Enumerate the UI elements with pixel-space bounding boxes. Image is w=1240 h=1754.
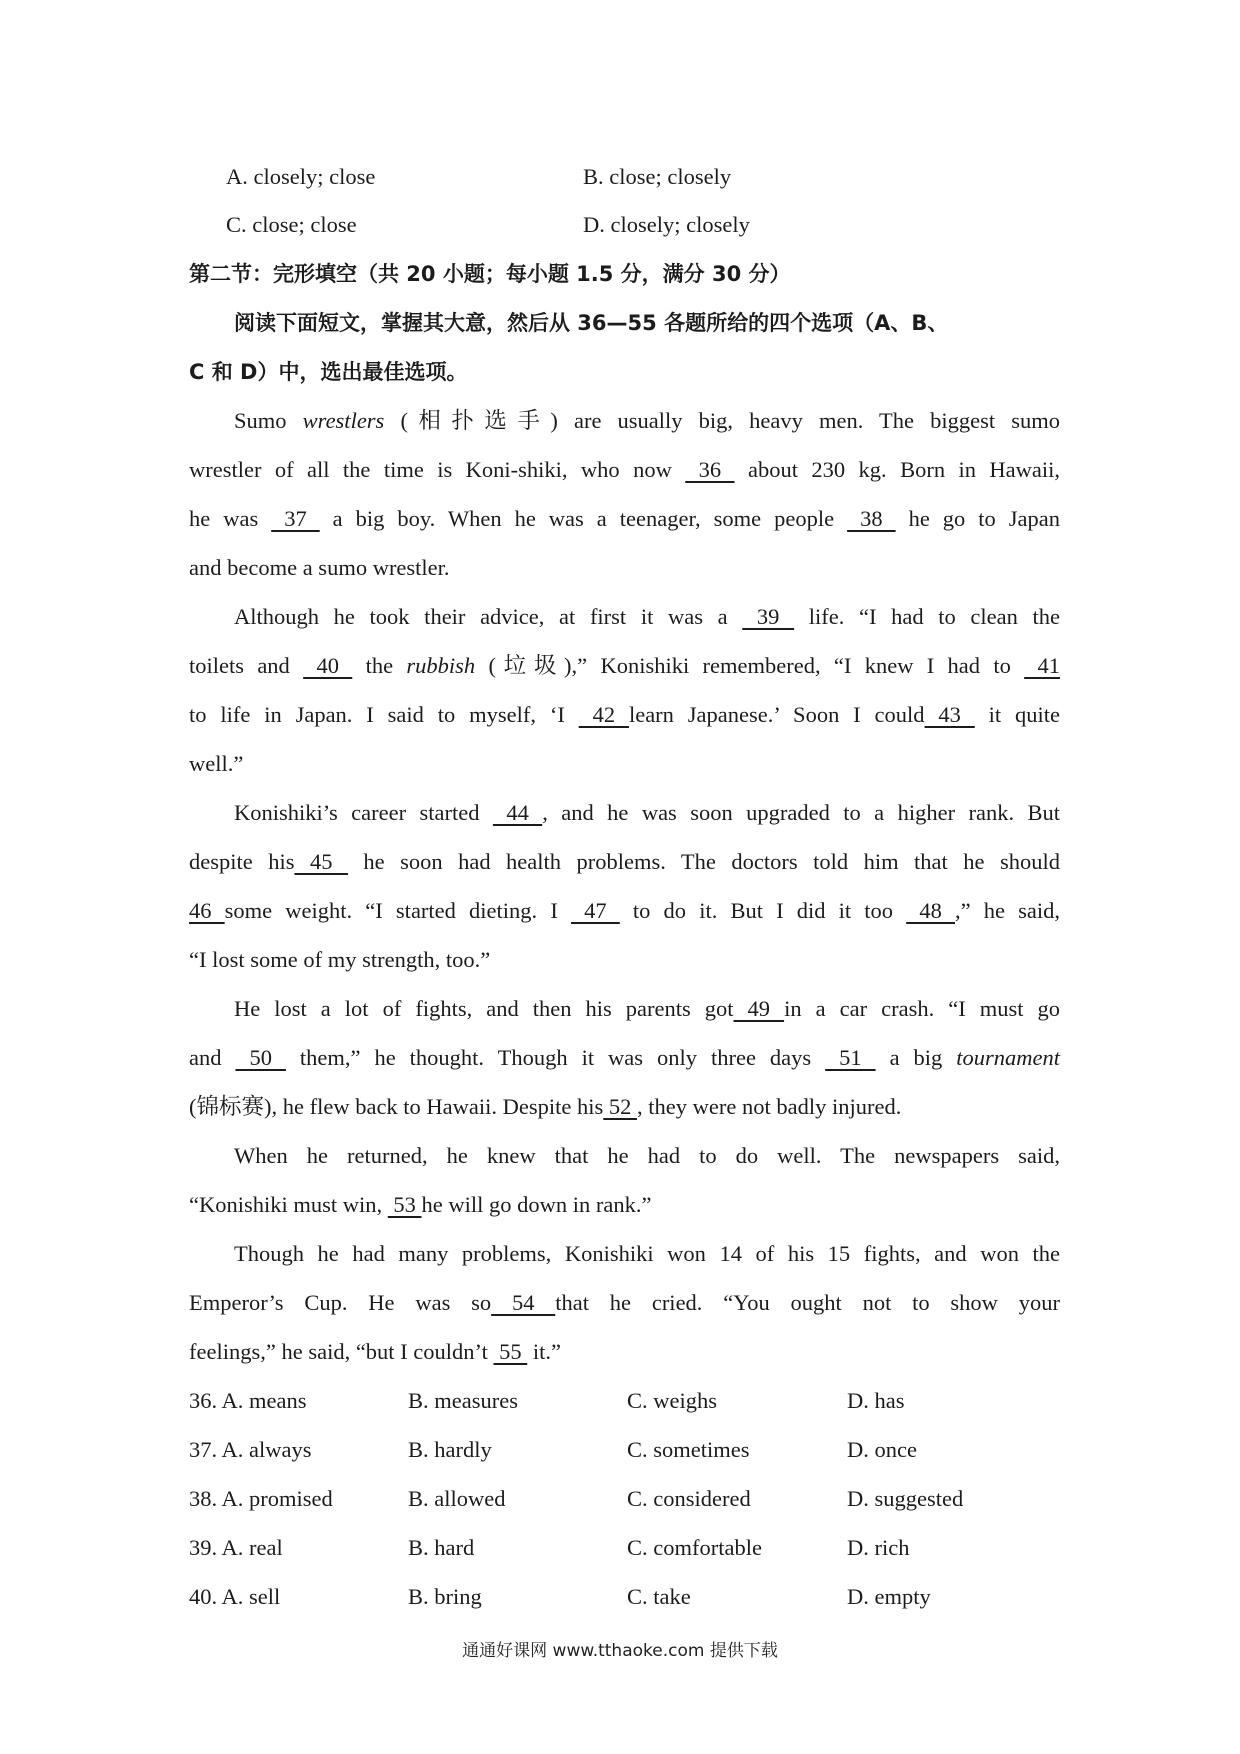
passage-line: He lost a lot of fights, and then his parents got 49 in a car crash. “I must go — [234, 996, 1060, 1021]
option-c: C. close; close — [226, 212, 357, 237]
option-d: D. closely; closely — [583, 212, 750, 237]
blank-38: 38 — [847, 506, 896, 531]
question-38-option-a: 38. A. promised — [189, 1486, 333, 1511]
blank-41: 41 — [1024, 653, 1061, 678]
question-36-option-c: C. weighs — [627, 1388, 717, 1413]
blank-52: 52 — [603, 1094, 638, 1119]
blank-49: 49 — [733, 996, 785, 1021]
question-36-option-b: B. measures — [408, 1388, 518, 1413]
blank-51: 51 — [825, 1045, 876, 1070]
passage-line: and 50 them,” he thought. Though it was only three days 51 a big tournament — [189, 1045, 1061, 1070]
section-title: 第二节：完形填空（共 20 小题；每小题 1.5 分，满分 30 分） — [189, 262, 791, 286]
page-footer[interactable]: 通通好课网 www.tthaoke.com 提供下载 — [462, 1641, 778, 1661]
question-40-option-c: C. take — [627, 1584, 691, 1609]
blank-44: 44 — [492, 800, 543, 825]
blank-46: 46 — [189, 898, 225, 923]
question-38-option-b: B. allowed — [408, 1486, 506, 1511]
question-38-option-c: C. considered — [627, 1486, 751, 1511]
question-37-option-b: B. hardly — [408, 1437, 492, 1462]
passage-line: and become a sumo wrestler. — [189, 555, 450, 580]
passage-line: 46 some weight. “I started dieting. I 47 to do it. But I did it too 48 ,” he said, — [189, 898, 1061, 923]
passage-line: “I lost some of my strength, too.” — [189, 947, 491, 972]
instructions-line-2: C 和 D）中，选出最佳选项。 — [189, 360, 468, 384]
passage-line: Emperor’s Cup. He was so 54 that he cried. “You ought not to show your — [189, 1290, 1060, 1315]
question-40-option-a: 40. A. sell — [189, 1584, 281, 1609]
blank-37: 37 — [271, 506, 320, 531]
option-a: A. closely; close — [226, 164, 376, 189]
passage-line: to life in Japan. I said to myself, ‘I 42 learn Japanese.’ Soon I could 43 it quite — [189, 702, 1060, 727]
passage-line: despite his 45 he soon had health problems. The doctors told him that he should — [189, 849, 1060, 874]
blank-42: 42 — [578, 702, 629, 727]
blank-40: 40 — [303, 653, 353, 678]
passage-line: toilets and 40 the rubbish (垃圾),” Konishiki remembered, “I knew I had to 41 — [189, 653, 1061, 678]
blank-50: 50 — [235, 1045, 286, 1070]
blank-53: 53 — [387, 1192, 422, 1217]
question-40-option-b: B. bring — [408, 1584, 482, 1609]
blank-43: 43 — [924, 702, 975, 727]
question-40-option-d: D. empty — [847, 1584, 931, 1609]
blank-39: 39 — [742, 604, 795, 629]
instructions-line-1: 阅读下面短文，掌握其大意，然后从 36—55 各题所给的四个选项（A、B、 — [234, 311, 949, 335]
blank-54: 54 — [491, 1290, 556, 1315]
question-38-option-d: D. suggested — [847, 1486, 964, 1511]
blank-45: 45 — [294, 849, 348, 874]
passage-line: Though he had many problems, Konishiki won 14 of his 15 fights, and won the — [234, 1241, 1060, 1266]
passage-line: Konishiki’s career started 44 , and he was soon upgraded to a higher rank. But — [234, 800, 1060, 825]
blank-47: 47 — [570, 898, 620, 923]
question-37-option-d: D. once — [847, 1437, 917, 1462]
question-36-option-d: D. has — [847, 1388, 905, 1413]
question-39-option-d: D. rich — [847, 1535, 910, 1560]
question-39-option-c: C. comfortable — [627, 1535, 762, 1560]
passage-line: “Konishiki must win, 53 he will go down in rank.” — [189, 1192, 652, 1217]
passage-line: well.” — [189, 751, 244, 776]
blank-55: 55 — [493, 1339, 528, 1364]
option-b: B. close; closely — [583, 164, 732, 189]
question-36-option-a: 36. A. means — [189, 1388, 307, 1413]
passage-line: wrestler of all the time is Koni-shiki, who now 36 about 230 kg. Born in Hawaii, — [189, 457, 1060, 482]
passage-line: Sumo wrestlers (相扑选手) are usually big, heavy men. The biggest sumo — [234, 408, 1060, 433]
passage-line: Although he took their advice, at first it was a 39 life. “I had to clean the — [234, 604, 1060, 629]
question-37-option-a: 37. A. always — [189, 1437, 312, 1462]
question-37-option-c: C. sometimes — [627, 1437, 750, 1462]
question-39-option-a: 39. A. real — [189, 1535, 283, 1560]
passage-line: feelings,” he said, “but I couldn’t 55 it.” — [189, 1339, 561, 1364]
passage-line: When he returned, he knew that he had to do well. The newspapers said, — [234, 1143, 1060, 1168]
blank-36: 36 — [685, 457, 735, 482]
passage-line: (锦标赛), he flew back to Hawaii. Despite his 52 , they were not badly injured. — [189, 1094, 902, 1119]
question-39-option-b: B. hard — [408, 1535, 475, 1560]
passage-line: he was 37 a big boy. When he was a teenager, some people 38 he go to Japan — [189, 506, 1061, 531]
blank-48: 48 — [906, 898, 955, 923]
